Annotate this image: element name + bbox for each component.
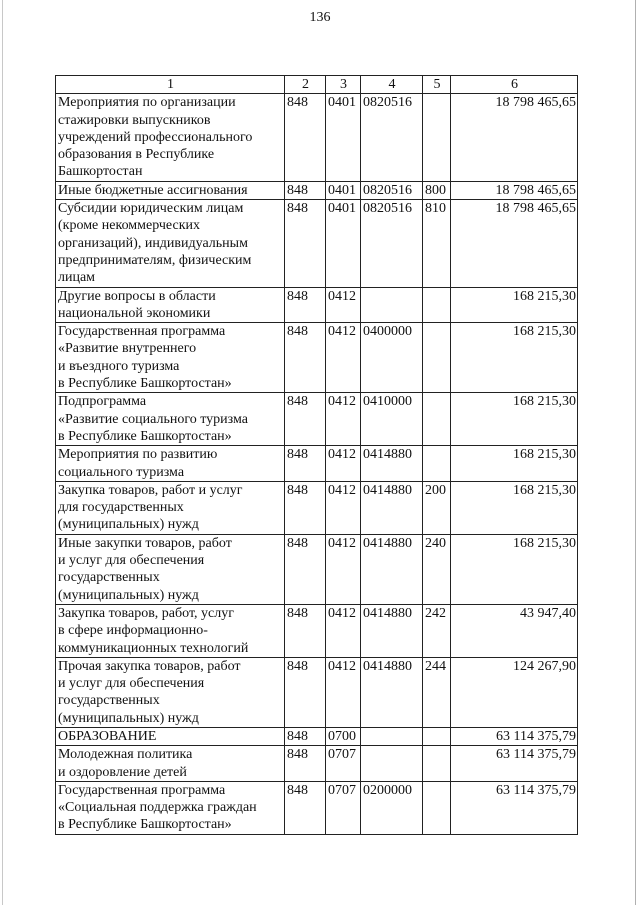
row-name-cell xyxy=(56,534,285,604)
row-amount: 124 267,90 xyxy=(451,657,578,727)
row-name-line: и оздоровление детей xyxy=(58,764,187,780)
header-col-6: 6 xyxy=(451,76,578,94)
row-section-code: 0401 xyxy=(326,200,361,287)
table-row xyxy=(56,481,578,534)
table-row xyxy=(56,657,578,727)
row-name-line: национальной экономики xyxy=(58,305,211,321)
row-target-code xyxy=(361,727,423,745)
header-row xyxy=(56,76,578,94)
row-name-line: Подпрограмма xyxy=(58,394,147,410)
row-ministry-code: 848 xyxy=(285,534,326,604)
row-amount: 18 798 465,65 xyxy=(451,200,578,287)
scan-edge-right xyxy=(635,0,636,905)
row-ministry-code: 848 xyxy=(285,604,326,657)
row-name-line: и услуг для обеспечения xyxy=(58,553,205,569)
row-amount: 168 215,30 xyxy=(451,323,578,393)
row-name-line: Закупка товаров, работ и услуг xyxy=(58,482,243,498)
row-name-line: ОБРАЗОВАНИЕ xyxy=(58,728,157,744)
row-name-line: Субсидии юридическим лицам xyxy=(58,201,244,217)
row-ministry-code: 848 xyxy=(285,781,326,834)
row-name-line: лицам xyxy=(58,270,96,286)
row-name-line: государственных xyxy=(58,693,160,709)
row-name-cell xyxy=(56,604,285,657)
header-col-3: 3 xyxy=(326,76,361,94)
row-ministry-code: 848 xyxy=(285,446,326,482)
row-name-line: в сфере информационно- xyxy=(58,623,208,639)
row-section-code: 0707 xyxy=(326,746,361,782)
row-name-line: в Республике Башкортостан» xyxy=(58,428,232,444)
row-amount: 168 215,30 xyxy=(451,287,578,323)
row-name-line: Государственная программа xyxy=(58,324,226,340)
row-section-code: 0412 xyxy=(326,481,361,534)
row-section-code: 0412 xyxy=(326,446,361,482)
row-name-line: (муниципальных) нужд xyxy=(58,587,199,603)
row-name-cell xyxy=(56,727,285,745)
row-name-line: «Развитие социального туризма xyxy=(58,411,248,427)
row-ministry-code: 848 xyxy=(285,393,326,446)
row-name-cell xyxy=(56,393,285,446)
row-name-line: и въездного туризма xyxy=(58,358,180,374)
row-ministry-code: 848 xyxy=(285,94,326,181)
row-name-line: (кроме некоммерческих xyxy=(58,218,200,234)
row-target-code xyxy=(361,287,423,323)
row-name-line: социального туризма xyxy=(58,464,185,480)
row-section-code: 0412 xyxy=(326,534,361,604)
row-name-cell xyxy=(56,657,285,727)
row-name-line: образования в Республике xyxy=(58,147,215,163)
row-amount: 168 215,30 xyxy=(451,534,578,604)
row-amount: 63 114 375,79 xyxy=(451,746,578,782)
table-row xyxy=(56,781,578,834)
table-row xyxy=(56,323,578,393)
row-amount: 63 114 375,79 xyxy=(451,727,578,745)
header-col-2: 2 xyxy=(285,76,326,94)
table-header xyxy=(56,76,578,94)
table-row xyxy=(56,393,578,446)
row-name-line: организаций), индивидуальным xyxy=(58,235,248,251)
table-row xyxy=(56,727,578,745)
row-expense-type-code xyxy=(423,746,451,782)
row-target-code xyxy=(361,746,423,782)
row-name-line: (муниципальных) нужд xyxy=(58,517,199,533)
table-row xyxy=(56,181,578,199)
row-target-code: 0820516 xyxy=(361,200,423,287)
table-row xyxy=(56,534,578,604)
row-name-line: в Республике Башкортостан» xyxy=(58,376,232,392)
row-target-code: 0414880 xyxy=(361,446,423,482)
row-section-code: 0412 xyxy=(326,393,361,446)
row-ministry-code: 848 xyxy=(285,481,326,534)
budget-table xyxy=(55,75,578,835)
row-name-line: Прочая закупка товаров, работ xyxy=(58,658,241,674)
row-name-cell xyxy=(56,287,285,323)
row-name-line: Мероприятия по организации xyxy=(58,95,236,111)
row-name-cell xyxy=(56,200,285,287)
row-name-line: учреждений профессионального xyxy=(58,129,253,145)
scan-edge-left xyxy=(2,0,3,905)
row-ministry-code: 848 xyxy=(285,200,326,287)
row-name-line: предпринимателям, физическим xyxy=(58,252,252,268)
row-expense-type-code: 240 xyxy=(423,534,451,604)
row-ministry-code: 848 xyxy=(285,657,326,727)
row-amount: 18 798 465,65 xyxy=(451,94,578,181)
row-name-cell xyxy=(56,323,285,393)
row-target-code: 0414880 xyxy=(361,657,423,727)
row-name-line: Иные закупки товаров, работ xyxy=(58,535,232,551)
row-target-code: 0414880 xyxy=(361,481,423,534)
row-name-line: Закупка товаров, работ, услуг xyxy=(58,605,234,621)
table-row xyxy=(56,604,578,657)
row-expense-type-code xyxy=(423,323,451,393)
row-name-line: Иные бюджетные ассигнования xyxy=(58,182,248,198)
row-name-line: и услуг для обеспечения xyxy=(58,676,205,692)
row-name-cell xyxy=(56,746,285,782)
header-col-1: 1 xyxy=(56,76,285,94)
row-section-code: 0412 xyxy=(326,604,361,657)
row-target-code: 0410000 xyxy=(361,393,423,446)
row-name-line: «Социальная поддержка граждан xyxy=(58,800,257,816)
row-name-line: Мероприятия по развитию xyxy=(58,447,218,463)
row-expense-type-code xyxy=(423,446,451,482)
row-section-code: 0700 xyxy=(326,727,361,745)
row-section-code: 0412 xyxy=(326,657,361,727)
row-target-code: 0820516 xyxy=(361,181,423,199)
row-ministry-code: 848 xyxy=(285,727,326,745)
row-section-code: 0412 xyxy=(326,323,361,393)
row-section-code: 0412 xyxy=(326,287,361,323)
row-expense-type-code xyxy=(423,287,451,323)
row-expense-type-code xyxy=(423,727,451,745)
row-amount: 168 215,30 xyxy=(451,446,578,482)
row-expense-type-code: 800 xyxy=(423,181,451,199)
row-name-line: стажировки выпускников xyxy=(58,112,211,128)
table-row xyxy=(56,94,578,181)
row-expense-type-code: 244 xyxy=(423,657,451,727)
row-name-cell xyxy=(56,781,285,834)
row-name-cell xyxy=(56,181,285,199)
row-ministry-code: 848 xyxy=(285,323,326,393)
row-amount: 63 114 375,79 xyxy=(451,781,578,834)
row-name-line: «Развитие внутреннего xyxy=(58,341,197,357)
row-name-line: Молодежная политика xyxy=(58,747,193,763)
row-target-code: 0200000 xyxy=(361,781,423,834)
row-amount: 43 947,40 xyxy=(451,604,578,657)
row-section-code: 0401 xyxy=(326,94,361,181)
row-name-cell xyxy=(56,446,285,482)
row-name-cell xyxy=(56,94,285,181)
row-name-line: Государственная программа xyxy=(58,782,226,798)
header-col-4: 4 xyxy=(361,76,423,94)
row-target-code: 0400000 xyxy=(361,323,423,393)
table-row xyxy=(56,446,578,482)
row-target-code: 0414880 xyxy=(361,534,423,604)
row-section-code: 0401 xyxy=(326,181,361,199)
row-expense-type-code: 200 xyxy=(423,481,451,534)
row-name-line: государственных xyxy=(58,570,160,586)
row-expense-type-code: 242 xyxy=(423,604,451,657)
page-number: 136 xyxy=(309,10,331,25)
row-ministry-code: 848 xyxy=(285,181,326,199)
row-section-code: 0707 xyxy=(326,781,361,834)
table-row xyxy=(56,287,578,323)
row-name-line: в Республике Башкортостан» xyxy=(58,817,232,833)
row-name-line: коммуникационных технологий xyxy=(58,640,249,656)
row-target-code: 0820516 xyxy=(361,94,423,181)
row-name-cell xyxy=(56,481,285,534)
row-name-line: (муниципальных) нужд xyxy=(58,710,199,726)
row-expense-type-code: 810 xyxy=(423,200,451,287)
row-expense-type-code xyxy=(423,94,451,181)
row-expense-type-code xyxy=(423,393,451,446)
header-col-5: 5 xyxy=(423,76,451,94)
row-ministry-code: 848 xyxy=(285,746,326,782)
row-amount: 18 798 465,65 xyxy=(451,181,578,199)
row-name-line: Другие вопросы в области xyxy=(58,288,216,304)
row-name-line: для государственных xyxy=(58,500,184,516)
row-amount: 168 215,30 xyxy=(451,481,578,534)
table-row xyxy=(56,746,578,782)
row-expense-type-code xyxy=(423,781,451,834)
row-target-code: 0414880 xyxy=(361,604,423,657)
table-body xyxy=(56,94,578,834)
row-amount: 168 215,30 xyxy=(451,393,578,446)
row-name-line: Башкортостан xyxy=(58,164,143,180)
row-ministry-code: 848 xyxy=(285,287,326,323)
table-row xyxy=(56,200,578,287)
